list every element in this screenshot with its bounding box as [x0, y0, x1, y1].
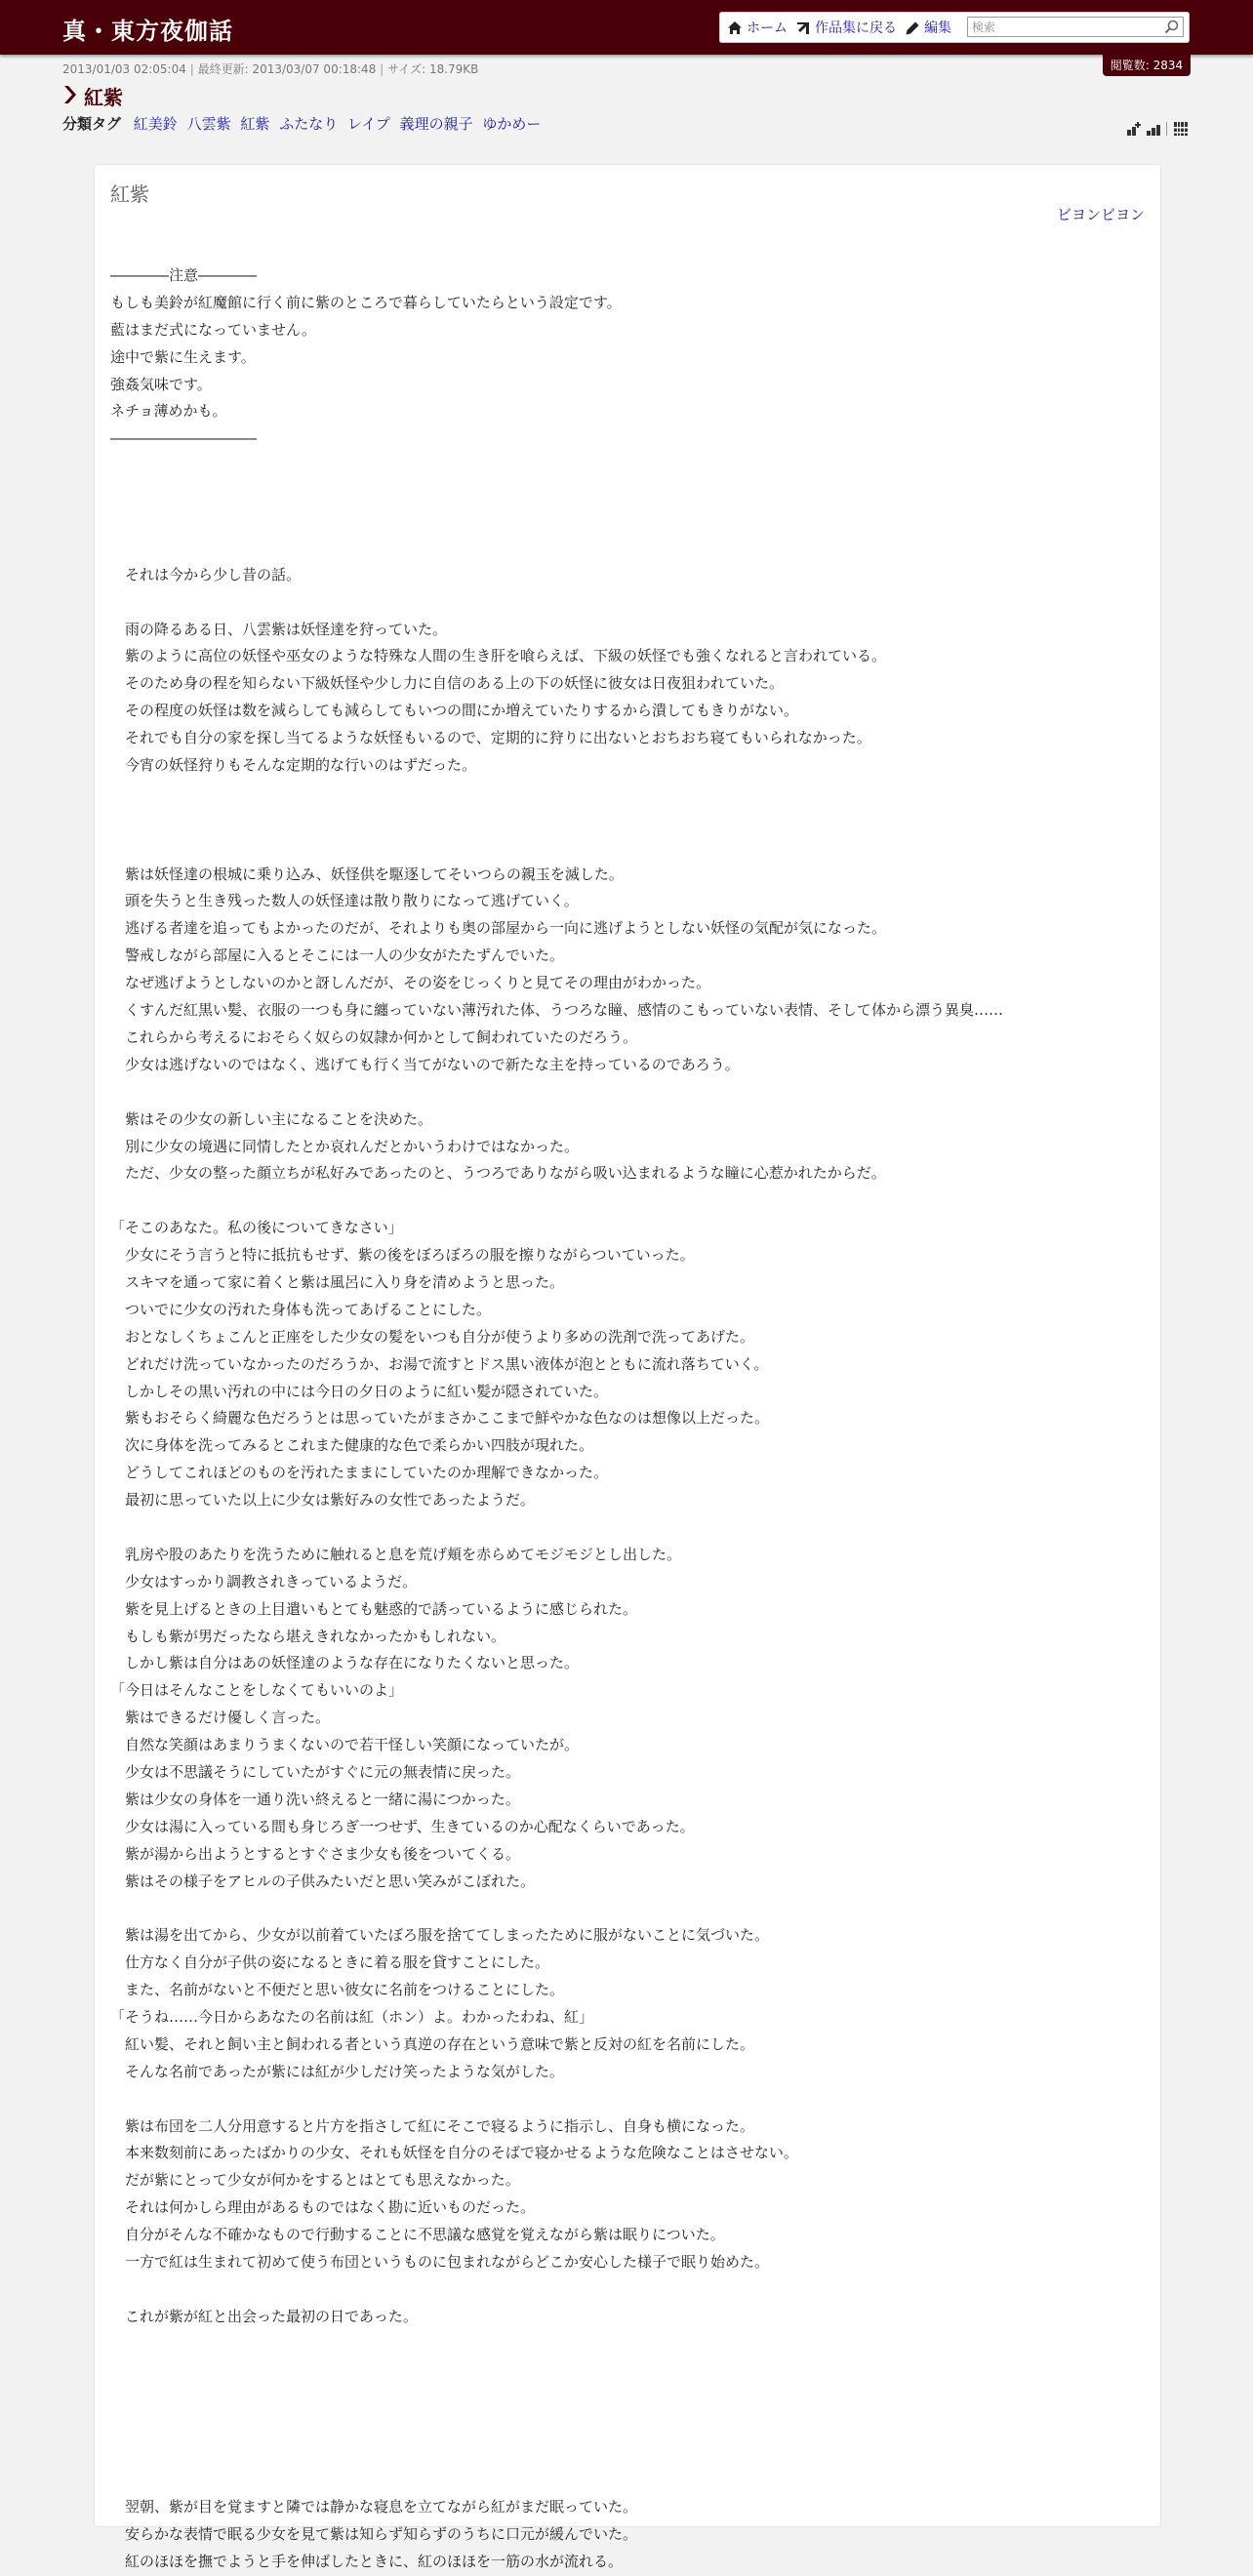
story-line: 自分がそんな不確かなもので行動することに不思議な感覚を覚えながら紫は眠りについた。	[110, 2226, 725, 2244]
story-line: 安らかな表情で眠る少女を見て紫は知らず知らずのうちに口元が緩んでいた。	[110, 2524, 638, 2543]
story-line: どうしてこれほどのものを汚れたままにしていたのか理解できなかった。	[110, 1464, 609, 1482]
author-link[interactable]: ビヨンビヨン	[1056, 206, 1145, 223]
tag-list	[62, 113, 546, 134]
story-line: それは今から少し昔の話。	[110, 565, 302, 584]
home-label: ホーム	[747, 20, 788, 36]
story-line: どれだけ洗っていなかったのだろうか、お湯で流すとドス黒い液体が泡とともに流れ落ちていく。	[110, 1354, 769, 1373]
story-line: ――――注意――――	[110, 266, 258, 284]
back-arrow-icon	[795, 20, 811, 35]
size-label: サイズ:	[387, 62, 426, 76]
posted-date: 2013/01/03 02:05:04	[62, 62, 186, 76]
story-line: もしも紫が男だったなら堪えきれなかったかもしれない。	[110, 1627, 506, 1645]
story-line	[110, 2331, 1145, 2358]
story-line: だが紫にとって少女が何かをするとはとても思えなかった。	[110, 2171, 520, 2190]
story-line: なぜ逃げようとしないのかと訝しんだが、その姿をじっくりと見てその理由がわかった。	[110, 974, 711, 992]
story-line: 少女は湯に入っている間も身じろぎ一つせず、生きているのか心配なくらいであった。	[110, 1817, 695, 1835]
story-line: 警戒しながら部屋に入るとそこには一人の少女がたたずんでいた。	[110, 946, 565, 965]
story-line: 紫を見上げるときの上目遣いもとても魅惑的で誘っているように感じられた。	[110, 1599, 638, 1618]
story-line: もしも美鈴が紅魔館に行く前に紫のところで暮らしていたらという設定です。	[110, 293, 622, 311]
story-line: 乳房や股のあたりを洗うために触れると息を荒げ頬を赤らめてモジモジとし出した。	[110, 1545, 682, 1563]
story-line: くすんだ紅黒い髪、衣服の一つも身に纏っていない薄汚れた体、うつろな瞳、感情のこもっていない表情、そして体から漂う異臭……	[110, 1001, 1004, 1020]
story-line: 紫は少女の身体を一通り洗い終えると一緒に湯につかった。	[110, 1790, 520, 1808]
updated-date: 2013/03/07 00:18:48	[252, 62, 377, 76]
back-label: 作品集に戻る	[815, 20, 897, 36]
story-line	[110, 2358, 1145, 2386]
story-line: 少女は逃げないのではなく、逃げても行く当てがないので新たな主を持っているのであろう。	[110, 1055, 740, 1073]
story-line	[110, 2086, 1145, 2113]
qr-code-icon[interactable]	[1173, 121, 1189, 137]
search-icon[interactable]	[1164, 20, 1179, 34]
updated-label: 最終更新:	[197, 62, 249, 76]
story-line: スキマを通って家に着くと紫は風呂に入り身を清めようと思った。	[110, 1272, 565, 1291]
story-line: ただ、少女の整った顔立ちが私好みであったのと、うつろでありながら吸い込まれるような瞳に心惹かれたからだ。	[110, 1164, 886, 1183]
story-line: 逃げる者達を追ってもよかったのだが、それよりも奥の部屋から一向に逃げようとしない妖怪の気配が気になった。	[110, 919, 887, 938]
edit-label: 編集	[924, 20, 951, 36]
story-line: ――――――――――	[110, 429, 257, 448]
nav-box	[719, 12, 1190, 43]
story-line: 次に身体を洗ってみるとこれまた健康的な色で柔らかい四肢が現れた。	[110, 1436, 594, 1455]
story-line: 雨の降るある日、八雲紫は妖怪達を狩っていた。	[110, 620, 448, 638]
story-line: その程度の妖怪は数を減らしても減らしてもいつの間にか増えていたりするから潰してもきりがない。	[110, 702, 799, 720]
story-line: そのため身の程を知らない下級妖怪や少し力に自信のある上の下の妖怪に彼女は日夜狙われていた。	[110, 674, 785, 693]
story-line: 仕方なく自分が子供の姿になるときに着る服を貸すことにした。	[110, 1953, 550, 1972]
story-line: それは何かしら理由があるものではなく勘に近いものだった。	[110, 2198, 536, 2217]
story-title: 紅紫	[110, 182, 149, 206]
story-line: 紅い髪、それと飼い主と飼われる者という真逆の存在という意味で紫と反対の紅を名前にした。	[110, 2034, 755, 2053]
story-line	[110, 507, 1145, 535]
story-line	[110, 2385, 1145, 2412]
story-line: 強姦気味です。	[110, 375, 212, 393]
story-line: 紫は布団を二人分用意すると片方を指さして紅にそこで寝るように指示し、自身も横になった。	[110, 2116, 755, 2135]
story-line: 「そうね……今日からあなたの名前は紅（ホン）よ。わかったわね、紅」	[110, 2008, 594, 2026]
story-line: また、名前がないと不便だと思い彼女に名前をつけることにした。	[110, 1981, 565, 1999]
pencil-icon	[905, 20, 920, 35]
story-line	[110, 780, 1145, 807]
story-line	[110, 1895, 1145, 1922]
story-line: 翌朝、紫が目を覚ますと隣では静かな寝息を立てながら紅がまだ眠っていた。	[110, 2498, 638, 2516]
tag-link[interactable]: レイプ	[346, 115, 390, 133]
story-line	[110, 535, 1145, 562]
story-line	[110, 1514, 1145, 1542]
story-line: 「そこのあなた。私の後についてきなさい」	[110, 1219, 403, 1237]
story-line: これらから考えるにおそらく奴らの奴隷か何かとして飼われていたのだろう。	[110, 1027, 638, 1046]
chevron-right-icon	[62, 85, 78, 104]
story-line: 紫は妖怪達の根城に乗り込み、妖怪供を駆逐してそいつらの親玉を滅した。	[110, 865, 624, 883]
views-value: 2834	[1152, 59, 1184, 72]
story-line: 紅のほほを撫でようと手を伸ばしたときに、紅のほほを一筋の水が流れる。	[110, 2552, 624, 2570]
story-line: 途中で紫に生えます。	[110, 347, 256, 366]
story-line	[110, 589, 1145, 617]
story-line: ネチョ薄めかも。	[110, 402, 227, 421]
post-meta: 2013/01/03 02:05:04 | 最終更新: 2013/03/07 00:18:48 | サイズ: 18.79KB	[62, 62, 479, 76]
page-title: 紅紫	[84, 86, 123, 109]
divider	[1165, 121, 1169, 137]
story-line	[110, 1187, 1145, 1215]
story-line: 一方で紅は生まれて初めて使う布団というものに包まれながらどこか安心した様子で眠り始めた。	[110, 2253, 770, 2272]
story-line: 紫は湯を出てから、少女が以前着ていたぼろ服を捨ててしまったために服がないことに気づいた。	[110, 1926, 770, 1945]
story-line: 紫もおそらく綺麗な色だろうとは思っていたがまさかここまで鮮やかな色なのは想像以上だった。	[110, 1409, 770, 1428]
tag-link[interactable]: 八雲紫	[186, 115, 231, 133]
story-line: しかしその黒い汚れの中には今日の夕日のように紅い髪が隠されていた。	[110, 1382, 609, 1400]
story-line: 頭を失うと生き残った数人の妖怪達は散り散りになって逃げていく。	[110, 892, 579, 910]
story-line	[110, 453, 1145, 480]
story-line	[110, 2276, 1145, 2304]
story-body	[110, 262, 1145, 2576]
views-label: 閲覧数:	[1110, 59, 1150, 72]
story-line: これが紫が紅と出会った最初の日であった。	[110, 2307, 418, 2325]
site-title[interactable]: 真・東方夜伽話	[62, 18, 233, 45]
tag-link[interactable]: 義理の親子	[399, 115, 473, 133]
bookmark-add-icon[interactable]	[1126, 121, 1142, 137]
story-line: 少女はすっかり調教されきっているようだ。	[110, 1572, 418, 1590]
story-line: それでも自分の家を探し当てるような妖怪もいるので、定期的に狩りに出ないとおちおち寝てもいられなかった。	[110, 729, 871, 747]
tag-link[interactable]: 紅美鈴	[133, 115, 178, 133]
story-line: 藍はまだ式になっていません。	[110, 320, 316, 339]
tags-label: 分類タグ	[62, 115, 122, 133]
tag-link[interactable]: 紅紫	[240, 115, 270, 133]
story-line: 紫はその少女の新しい主になることを決めた。	[110, 1109, 433, 1128]
story-line: 今宵の妖怪狩りもそんな定期的な行いのはずだった。	[110, 756, 477, 775]
site-header	[0, 0, 1253, 55]
story-line: 別に少女の境遇に同情したとか哀れんだとかいうわけではなかった。	[110, 1137, 580, 1155]
home-icon	[727, 20, 743, 35]
story-line	[110, 2439, 1145, 2467]
story-line	[110, 834, 1145, 862]
bookmark-count-icon[interactable]	[1146, 121, 1161, 137]
story-line: 本来数刻前にあったばかりの少女、それも妖怪を自分のそばで寝かせるような危険なことはさせない。	[110, 2144, 798, 2162]
story-line: 紫が湯から出ようとするとすぐさま少女も後をついてくる。	[110, 1844, 521, 1863]
size-value: 18.79KB	[428, 62, 479, 76]
view-count-badge	[1103, 55, 1191, 76]
story-line: おとなしくちょこんと正座をした少女の髪をいつも自分が使うより多めの洗剤で洗ってあげた。	[110, 1327, 755, 1346]
search-box	[967, 17, 1184, 37]
story-line	[110, 1079, 1145, 1107]
story-line: 「今日はそんなことをしなくてもいいのよ」	[110, 1681, 404, 1700]
story-line: 紫のように高位の妖怪や巫女のような特殊な人間の生き肝を喰らえば、下級の妖怪でも強くなれると言われている。	[110, 647, 887, 665]
story-line	[110, 480, 1145, 507]
story-line	[110, 2467, 1145, 2494]
story-line	[110, 807, 1145, 834]
story-line: 少女は不思議そうにしていたがすぐに元の無表情に戻った。	[110, 1762, 521, 1781]
story-line: そんな名前であったが紫には紅が少しだけ笑ったような気がした。	[110, 2062, 564, 2080]
tag-link[interactable]: ゆかめー	[482, 115, 542, 133]
story-line: ついでに少女の汚れた身体も洗ってあげることにした。	[110, 1300, 492, 1318]
story-line: 紫はその様子をアヒルの子供みたいだと思い笑みがこぼれた。	[110, 1872, 536, 1890]
story-line	[110, 2412, 1145, 2439]
story-line: 最初に思っていた以上に少女は紫好みの女性であったようだ。	[110, 1491, 535, 1509]
search-input[interactable]	[969, 19, 1160, 35]
story-line: しかし紫は自分はあの妖怪達のような存在になりたくないと思った。	[110, 1654, 580, 1672]
story-line: 少女にそう言うと特に抵抗もせず、紫の後をぼろぼろの服を擦りながらついていった。	[110, 1246, 695, 1265]
story-card	[94, 164, 1161, 2570]
story-line: 自然な笑顔はあまりうまくないので若干怪しい笑顔になっていたが。	[110, 1736, 580, 1754]
tag-link[interactable]: ふたなり	[279, 115, 339, 133]
story-line: 紫はできるだけ優しく言った。	[110, 1709, 331, 1727]
